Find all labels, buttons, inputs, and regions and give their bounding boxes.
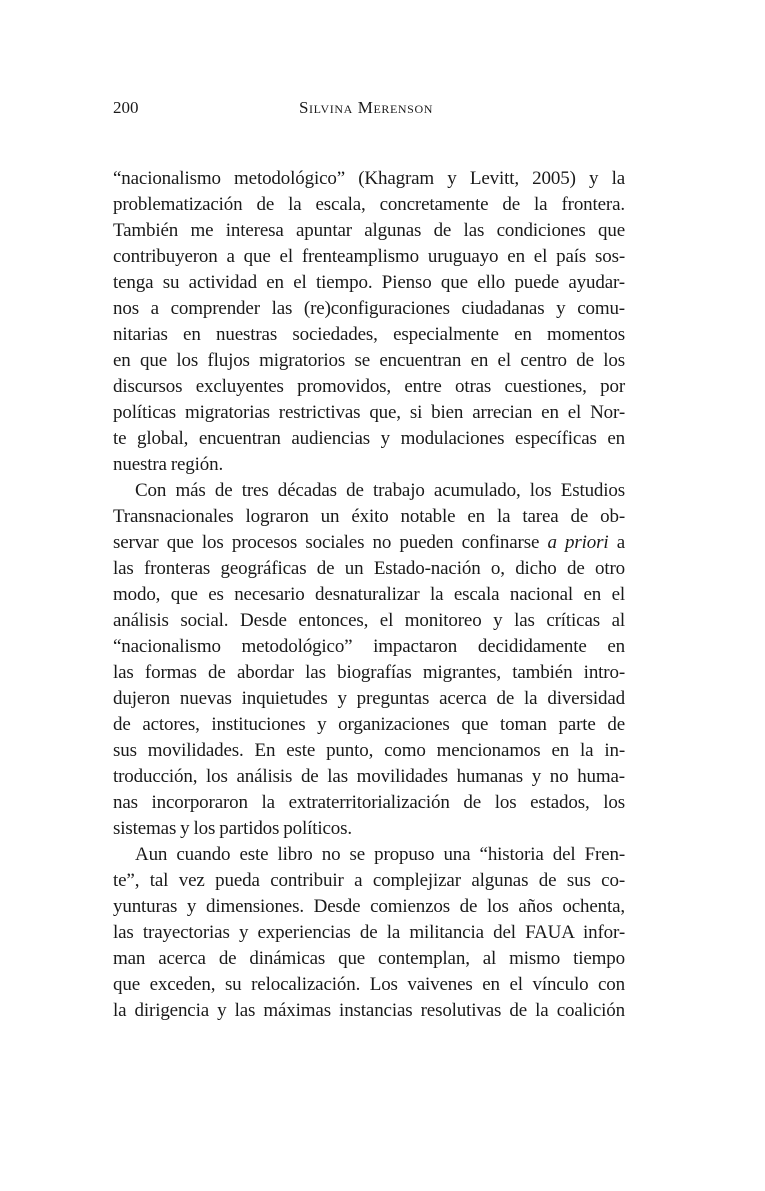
- text-line: nos a comprender las (re)configuraciones ciudadanas y comu-: [113, 298, 625, 319]
- text-line: También me interesa apuntar algunas de las condiciones que: [113, 220, 625, 241]
- italic-term: a priori: [547, 532, 609, 553]
- text-line: Transnacionales lograron un éxito notable en la tarea de ob-: [113, 506, 625, 527]
- text-line: te”, tal vez pueda contribuir a complejizar algunas de sus co-: [113, 870, 625, 891]
- text-line: te global, encuentran audiencias y modulaciones específicas en: [113, 428, 625, 449]
- text-line-with-italic: [113, 530, 625, 556]
- body-text: [113, 166, 625, 1024]
- text-line: nitarias en nuestras sociedades, especialmente en momentos: [113, 324, 625, 345]
- text-line: discursos excluyentes promovidos, entre otras cuestiones, por: [113, 376, 625, 397]
- text-line: “nacionalismo metodológico” (Khagram y Levitt, 2005) y la: [113, 168, 625, 189]
- text-line: que exceden, su relocalización. Los vaivenes en el vínculo con: [113, 974, 625, 995]
- text-line: en que los flujos migratorios se encuentran en el centro de los: [113, 350, 625, 371]
- text-line: de actores, instituciones y organizaciones que toman parte de: [113, 714, 625, 735]
- text-line: yunturas y dimensiones. Desde comienzos de los años ochenta,: [113, 896, 625, 917]
- page-number: 200: [113, 98, 139, 117]
- text-line: las fronteras geográficas de un Estado-nación o, dicho de otro: [113, 558, 625, 579]
- text-fragment: a: [608, 532, 625, 553]
- running-head: [113, 98, 625, 122]
- text-line: contribuyeron a que el frenteamplismo uruguayo en el país sos-: [113, 246, 625, 267]
- text-line: las trayectorias y experiencias de la militancia del FAUA infor-: [113, 922, 625, 943]
- text-line: “nacionalismo metodológico” impactaron decididamente en: [113, 636, 625, 657]
- text-line: nuestra región.: [113, 454, 224, 475]
- text-line: Con más de tres décadas de trabajo acumulado, los Estudios: [135, 480, 625, 501]
- text-line: políticas migratorias restrictivas que, si bien arrecian en el Nor-: [113, 402, 625, 423]
- text-line: modo, que es necesario desnaturalizar la escala nacional en el: [113, 584, 625, 605]
- text-line: Aun cuando este libro no se propuso una “historia del Fren-: [135, 844, 625, 865]
- text-line: tenga su actividad en el tiempo. Pienso que ello puede ayudar-: [113, 272, 625, 293]
- text-line: problematización de la escala, concretamente de la frontera.: [113, 194, 625, 215]
- text-line: nas incorporaron la extraterritorialización de los estados, los: [113, 792, 625, 813]
- text-line: análisis social. Desde entonces, el monitoreo y las críticas al: [113, 610, 625, 631]
- text-fragment: servar que los procesos sociales no pueden confinarse: [113, 532, 548, 553]
- text-line: la dirigencia y las máximas instancias resolutivas de la coalición: [113, 1000, 625, 1021]
- text-line: las formas de abordar las biografías migrantes, también intro-: [113, 662, 625, 683]
- text-line: troducción, los análisis de las movilidades humanas y no huma-: [113, 766, 625, 787]
- text-line: man acerca de dinámicas que contemplan, al mismo tiempo: [113, 948, 625, 969]
- text-line: sistemas y los partidos políticos.: [113, 818, 352, 839]
- running-head-author: Silvina Merenson: [299, 98, 433, 117]
- text-line: sus movilidades. En este punto, como mencionamos en la in-: [113, 740, 625, 761]
- text-line: dujeron nuevas inquietudes y preguntas acerca de la diversidad: [113, 688, 625, 709]
